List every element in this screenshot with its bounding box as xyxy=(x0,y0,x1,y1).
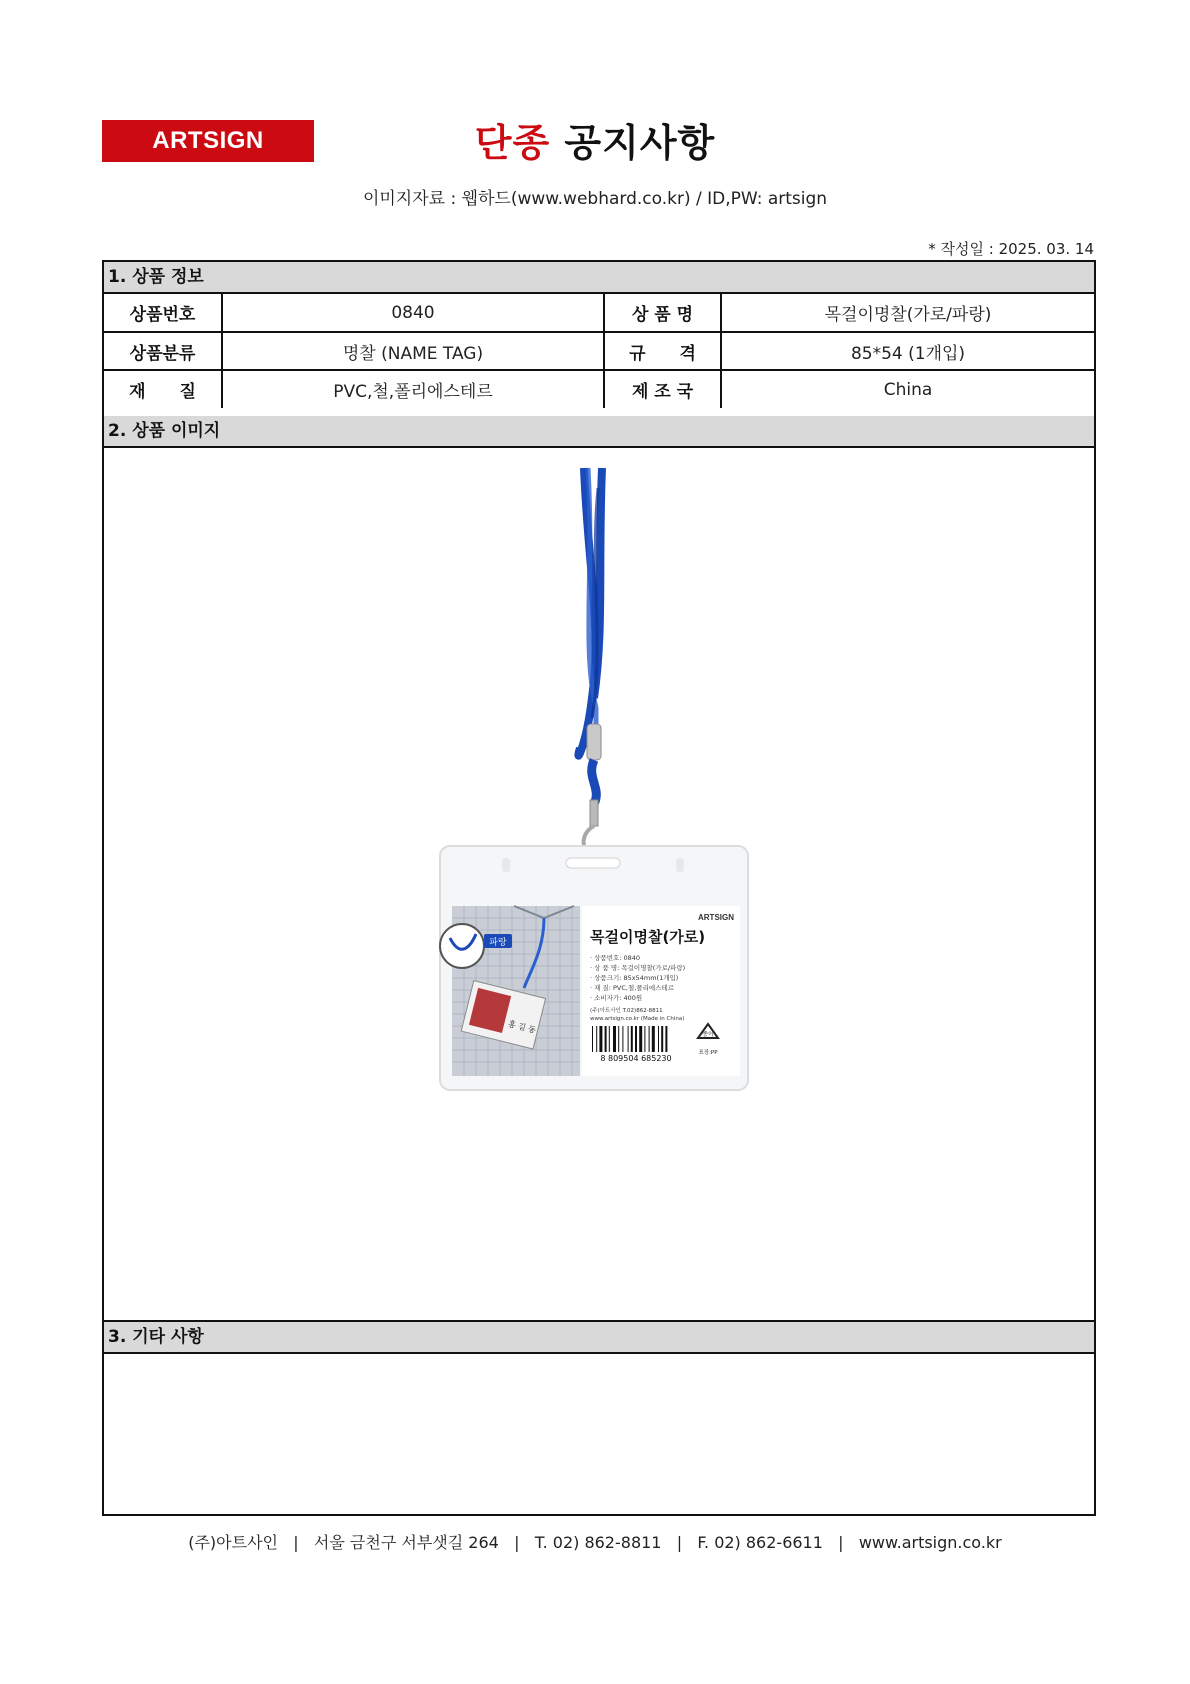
product-name-label: 상 품 명 xyxy=(604,294,721,332)
barcode-bar xyxy=(618,1026,619,1052)
barcode-bar xyxy=(613,1026,616,1052)
written-date: * 작성일 : 2025. 03. 14 xyxy=(928,240,1094,258)
card-spec-line: · 재 질: PVC,철,폴리에스테르 xyxy=(590,984,675,992)
barcode-digits: 8 809504 685230 xyxy=(600,1054,672,1063)
company-footer: (주)아트사인 | 서울 금천구 서부샛길 264 | T. 02) 862-8811 | F. 02) 862-6611 | www.artsign.co.kr xyxy=(188,1533,1002,1552)
card-company-url: www.artsign.co.kr (Made in China) xyxy=(590,1016,685,1022)
material-value: PVC,철,폴리에스테르 xyxy=(222,370,604,408)
recycle-label: 종이 xyxy=(702,1031,714,1038)
barcode-bar xyxy=(605,1026,607,1052)
origin-value: China xyxy=(883,379,933,400)
product-category-label: 상품분류 xyxy=(104,332,222,370)
barcode-bar xyxy=(622,1026,623,1052)
product-category-value: 명찰 (NAME TAG) xyxy=(222,332,604,370)
lanyard xyxy=(578,468,602,852)
product-number-value: 0840 xyxy=(222,294,604,332)
card-spec-line: · 상 품 명: 목걸이명찰(가로/파랑) xyxy=(590,964,686,972)
section-product-image-heading: 2. 상품 이미지 xyxy=(104,416,1094,448)
barcode-bar xyxy=(658,1026,659,1052)
recycle-sub: 표장:PP xyxy=(698,1050,718,1056)
barcode-bar xyxy=(644,1026,645,1052)
barcode-bar xyxy=(649,1026,650,1052)
origin-label: 제 조 국 xyxy=(604,370,721,408)
spec-label: 규 격 xyxy=(604,332,721,370)
title-notice: 공지사항 xyxy=(564,121,716,165)
section-product-info-heading: 1. 상품 정보 xyxy=(104,262,1094,294)
notice-sheet xyxy=(102,260,1096,1516)
card-brand: ARTSIGN xyxy=(698,913,734,922)
barcode-bar xyxy=(596,1026,597,1052)
other-notes-area xyxy=(104,1354,1094,1514)
page-title xyxy=(0,112,1190,167)
barcode-bar xyxy=(639,1026,642,1052)
product-image xyxy=(104,448,1094,1320)
barcode-bar xyxy=(592,1026,593,1052)
barcode-bar xyxy=(635,1026,637,1052)
barcode-bar xyxy=(652,1026,655,1052)
card-spec-line: · 소비자가: 400원 xyxy=(590,994,643,1002)
barcode-bar xyxy=(665,1026,667,1052)
barcode-bar xyxy=(599,1026,602,1052)
table-row xyxy=(104,370,1094,408)
image-source-note: 이미지자료 : 웹하드(www.webhard.co.kr) / ID,PW: artsign xyxy=(362,189,828,209)
barcode-bar xyxy=(661,1026,663,1052)
card-spec-line: · 상품크기: 85x54mm(1개입) xyxy=(590,974,679,982)
barcode-bar xyxy=(631,1026,633,1052)
color-sticker: 파랑 xyxy=(489,938,507,948)
product-info-table xyxy=(104,294,1094,408)
card-spec-line: · 상품번호: 0840 xyxy=(590,954,641,962)
product-image-area xyxy=(104,448,1094,1322)
name-on-tag: 홍 길 동 xyxy=(507,1019,537,1035)
material-label: 재 질 xyxy=(104,370,222,408)
product-name-value: 목걸이명찰(가로/파랑) xyxy=(721,294,1094,332)
card-holder xyxy=(440,846,748,1090)
brand-logo: ARTSIGN xyxy=(102,120,314,162)
card-product-name: 목걸이명찰(가로) xyxy=(590,928,706,946)
title-discontinued: 단종 xyxy=(474,121,551,165)
table-row xyxy=(104,294,1094,332)
barcode-bar xyxy=(628,1026,629,1052)
spec-value: 85*54 (1개입) xyxy=(721,332,1094,370)
table-row xyxy=(104,332,1094,370)
barcode-bar xyxy=(609,1026,610,1052)
section-other-heading: 3. 기타 사항 xyxy=(104,1322,1094,1354)
card-company-line: (주)아트사인 T.02)862-8811 xyxy=(590,1008,663,1014)
product-number-label: 상품번호 xyxy=(104,294,222,332)
